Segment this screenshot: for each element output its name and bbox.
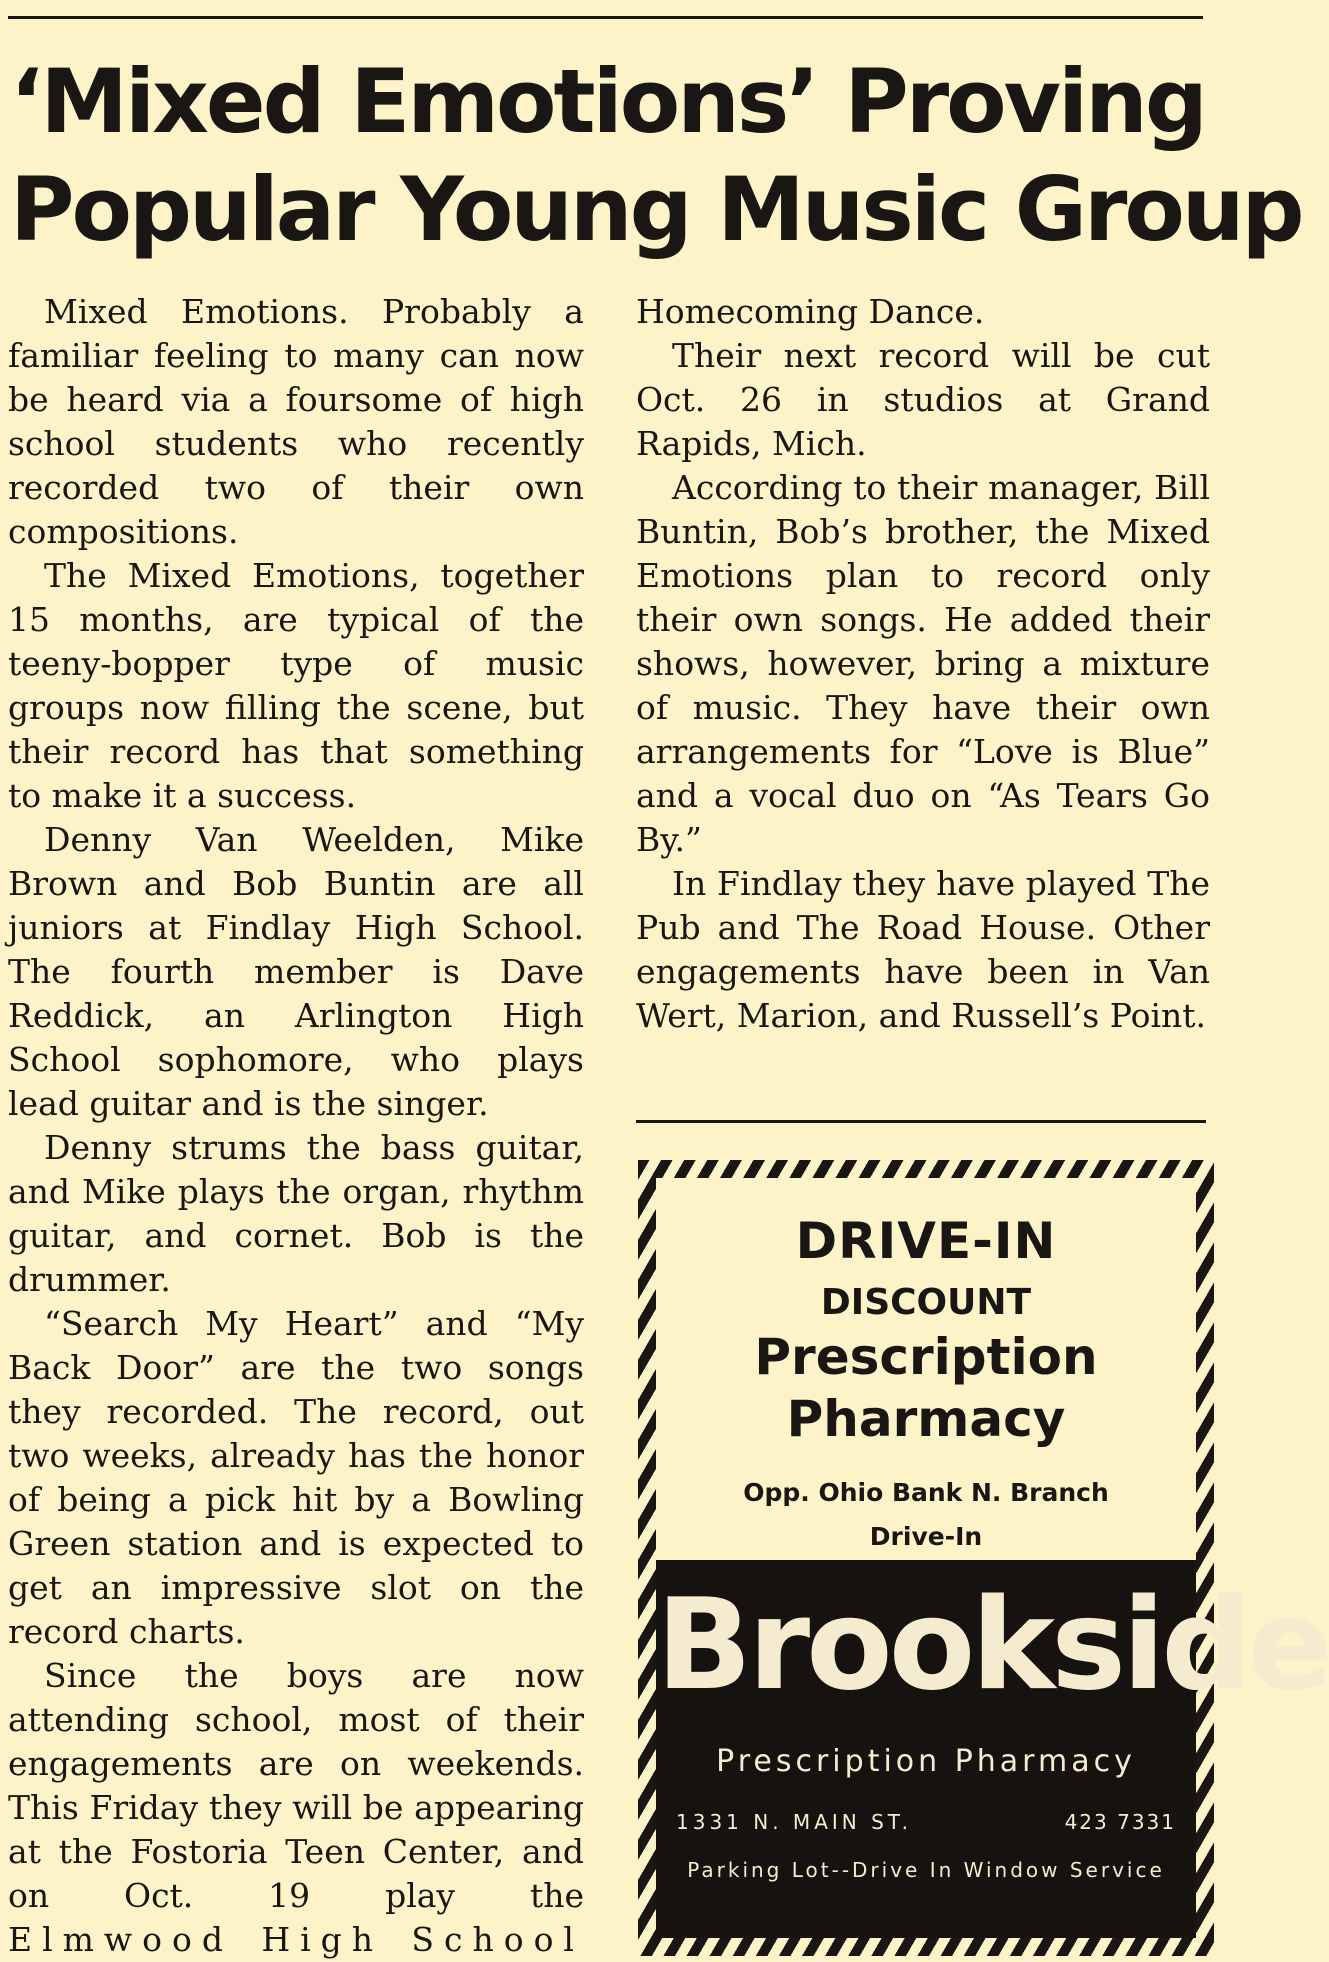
ad-location-text: Opp. Ohio Bank N. Branch: [743, 1478, 1109, 1507]
ad-pharmacy-text: Pharmacy: [786, 1390, 1066, 1448]
ad-brand-panel: [656, 1560, 1329, 1938]
article-right-column: [636, 290, 1210, 1038]
top-rule: [8, 16, 1203, 19]
article-paragraph: Mixed Emotions. Probably a familiar feeling to many can now be heard via a foursome of high school students who recently recorded two of their own compositions.: [8, 292, 584, 551]
ad-top-section: [656, 1178, 1196, 1560]
article-paragraph: Since the boys are now attending school, most of their engagements are on weekends. This Friday they will be appearing at the Fostoria Teen Center, and on Oct. 19 play the: [8, 1656, 584, 1915]
headline-line-2: Popular Young Music Group: [10, 158, 1302, 261]
ad-address: 1331 N. MAIN ST.: [676, 1810, 912, 1834]
headline-line-1: ‘Mixed Emotions’ Proving: [10, 50, 1205, 153]
ad-drive-in-heading: DRIVE-IN: [795, 1212, 1057, 1270]
article-paragraph: Denny Van Weelden, Mike Brown and Bob Buntin are all juniors at Findlay High School. The fourth member is Dave Reddick, an Arlington High School sophomore, who plays lead guitar and is the singer.: [8, 820, 584, 1123]
article-paragraph: Denny strums the bass guitar, and Mike plays the organ, rhythm guitar, and cornet. Bob is the drummer.: [8, 1128, 584, 1299]
ad-brand-subtitle: Prescription Pharmacy: [716, 1744, 1136, 1779]
article-left-column: [8, 290, 584, 1962]
article-paragraph: According to their manager, Bill Buntin, Bob’s brother, the Mixed Emotions plan to record only their own songs. He added their shows, however, bring a mixture of music. They have their own arrangements for “Love is Blue” and a vocal duo on “As Tears Go By.”: [636, 468, 1210, 859]
ad-phone: 423 7331: [1064, 1810, 1176, 1834]
headline: [10, 48, 1302, 264]
ad-inner-panel: [656, 1178, 1329, 1938]
article-paragraph: Their next record will be cut Oct. 26 in studios at Grand Rapids, Mich.: [636, 336, 1210, 463]
ad-parking-note: Parking Lot--Drive In Window Service: [687, 1858, 1165, 1882]
article-paragraph-continued: Elmwood High School: [8, 1920, 584, 1959]
ad-drive-in-small-text: Drive-In: [869, 1522, 983, 1551]
ad-brand-name: Brookside: [656, 1571, 1329, 1718]
article-paragraph: The Mixed Emotions, together 15 months, are typical of the teeny-bopper type of music groups now filling the scene, but their record has that something to make it a success.: [8, 556, 584, 815]
article-paragraph: “Search My Heart” and “My Back Door” are the two songs they recorded. The record, out two weeks, already has the honor of being a pick hit by a Bowling Green station and is expected to get an impressive slot on the record charts.: [8, 1304, 584, 1651]
ad-prescription-text: Prescription: [754, 1328, 1098, 1386]
article-paragraph-continuation: Homecoming Dance.: [636, 292, 985, 331]
ad-discount-text: DISCOUNT: [820, 1282, 1032, 1323]
pharmacy-advertisement: [638, 1160, 1329, 1956]
article-paragraph: In Findlay they have played The Pub and The Road House. Other engagements have been in Van Wert, Marion, and Russell’s Point.: [636, 864, 1210, 1035]
column-separator-rule: [636, 1120, 1206, 1123]
